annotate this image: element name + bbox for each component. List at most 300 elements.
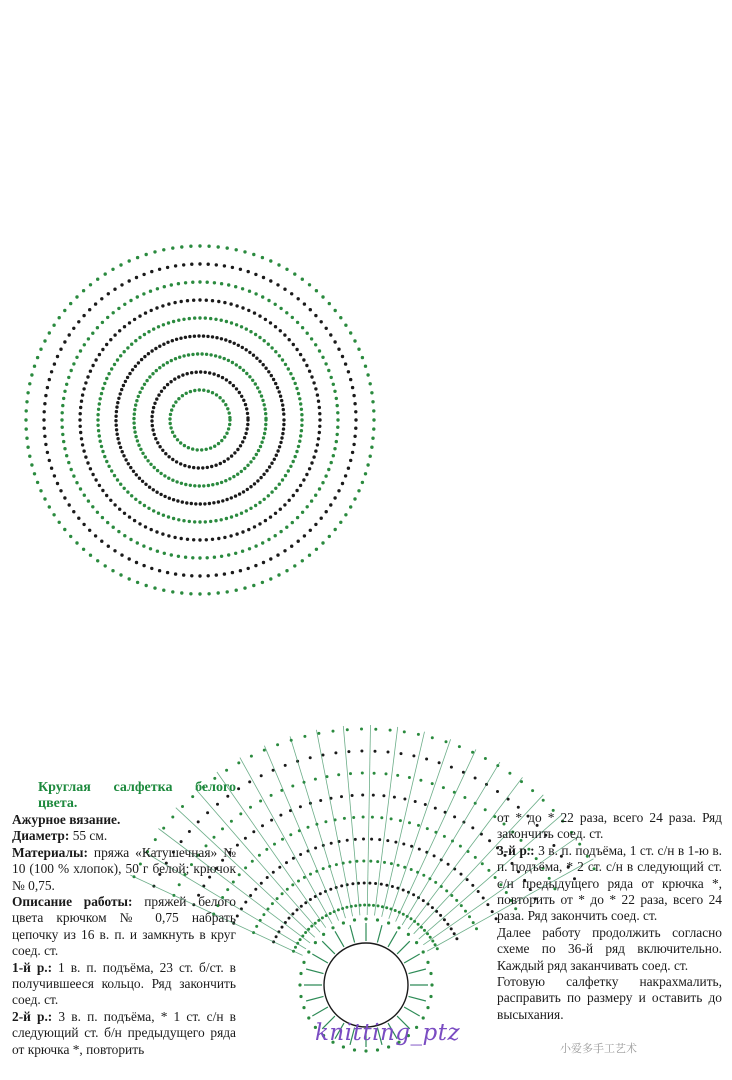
chain-dot <box>302 1006 305 1009</box>
chain-dot <box>173 536 176 539</box>
chain-dot <box>211 335 214 338</box>
chain-dot <box>443 835 446 838</box>
chain-dot <box>113 288 116 291</box>
chain-dot <box>246 412 249 415</box>
chain-dot <box>310 375 313 378</box>
chain-dot <box>354 904 357 907</box>
chain-dot <box>101 489 104 492</box>
chain-dot <box>84 381 87 384</box>
chain-dot <box>349 861 352 864</box>
chain-dot <box>96 511 99 514</box>
chain-dot <box>59 489 62 492</box>
chain-dot <box>134 339 137 342</box>
chain-dot <box>220 319 223 322</box>
chain-dot <box>245 407 248 410</box>
chain-dot <box>89 283 92 286</box>
chain-dot <box>422 874 425 877</box>
chain-dot <box>269 321 272 324</box>
chain-dot <box>166 571 169 574</box>
row1-value: 1 в. п. подъёма, 23 ст. б/ст. в получившееся кольцо. Ряд закончить соед. ст. <box>12 959 236 1008</box>
chain-dot <box>329 912 332 915</box>
chain-dot <box>378 838 381 841</box>
chain-dot <box>322 754 325 757</box>
chain-dot <box>339 521 342 524</box>
chain-dot <box>119 263 122 266</box>
chain-dot <box>243 436 246 439</box>
chain-dot <box>119 392 122 395</box>
chain-dot <box>81 393 84 396</box>
chain-dot <box>224 403 227 406</box>
chain-dot <box>140 358 143 361</box>
chain-dot <box>290 545 293 548</box>
chain-dot <box>346 728 349 731</box>
chain-dot <box>151 410 154 413</box>
chain-dot <box>79 431 82 434</box>
chain-dot <box>169 426 172 429</box>
chain-dot <box>135 473 138 476</box>
chain-dot <box>482 897 485 900</box>
row-stitch <box>312 1007 328 1016</box>
chain-dot <box>270 374 273 377</box>
chain-dot <box>262 436 265 439</box>
chain-dot <box>309 756 312 759</box>
chain-dot <box>158 569 161 572</box>
chain-dot <box>241 306 244 309</box>
chain-dot <box>429 936 432 939</box>
chain-dot <box>354 838 357 841</box>
chain-dot <box>397 864 400 867</box>
chain-dot <box>235 514 238 517</box>
chain-dot <box>178 356 181 359</box>
chain-dot <box>163 552 166 555</box>
chain-dot <box>377 904 380 907</box>
chain-dot <box>171 339 174 342</box>
chain-dot <box>44 394 47 397</box>
chain-dot <box>352 394 355 397</box>
chain-dot <box>394 841 397 844</box>
chain-dot <box>182 573 185 576</box>
chain-dot <box>251 379 254 382</box>
chain-dot <box>25 437 28 440</box>
chain-dot <box>487 869 490 872</box>
chain-dot <box>117 530 120 533</box>
chain-dot <box>228 477 231 480</box>
chain-dot <box>353 1048 356 1051</box>
chain-dot <box>308 370 311 373</box>
chain-dot <box>284 764 287 767</box>
chain-dot <box>166 266 169 269</box>
chain-dot <box>223 357 226 360</box>
chain-dot <box>123 303 126 306</box>
chain-dot <box>296 908 299 911</box>
chain-dot <box>123 350 126 353</box>
chain-dot <box>233 451 236 454</box>
chain-dot <box>138 391 141 394</box>
chain-dot <box>221 376 224 379</box>
chain-dot <box>464 910 467 913</box>
chain-dot <box>152 509 155 512</box>
chain-dot <box>320 320 323 323</box>
row-stitch <box>316 730 352 917</box>
chain-dot <box>169 422 172 425</box>
chain-dot <box>357 348 360 351</box>
chain-dot <box>58 316 61 319</box>
chain-dot <box>252 830 255 833</box>
chain-dot <box>143 355 146 358</box>
chain-dot <box>87 337 90 340</box>
chain-dot <box>142 544 145 547</box>
chain-dot <box>531 789 534 792</box>
chain-dot <box>422 899 425 902</box>
chain-dot <box>204 371 207 374</box>
chain-dot <box>120 283 123 286</box>
chain-dot <box>173 435 176 438</box>
chain-dot <box>223 572 226 575</box>
chain-dot <box>180 245 183 248</box>
chain-dot <box>190 263 193 266</box>
chain-dot <box>82 314 85 317</box>
chain-dot <box>209 317 212 320</box>
chain-dot <box>302 478 305 481</box>
chain-dot <box>185 501 188 504</box>
chain-dot <box>260 394 263 397</box>
chain-dot <box>276 897 279 900</box>
chain-dot <box>471 826 474 829</box>
chain-dot <box>107 292 110 295</box>
chain-dot <box>172 404 175 407</box>
chain-dot <box>361 794 364 797</box>
chain-dot <box>310 461 313 464</box>
chain-dot <box>307 826 310 829</box>
chain-dot <box>258 390 261 393</box>
chain-dot <box>408 776 411 779</box>
chain-dot <box>202 334 205 337</box>
chain-dot <box>289 465 292 468</box>
chain-dot <box>192 299 195 302</box>
chain-dot <box>351 882 354 885</box>
chain-dot <box>330 376 333 379</box>
chain-dot <box>314 343 317 346</box>
chain-dot <box>156 441 159 444</box>
chain-dot <box>82 523 85 526</box>
chain-dot <box>276 283 279 286</box>
chain-dot <box>254 564 257 567</box>
chain-dot <box>182 354 185 357</box>
chain-dot <box>187 353 190 356</box>
chain-dot <box>207 390 210 393</box>
chain-dot <box>79 487 82 490</box>
chain-dot <box>193 520 196 523</box>
chain-dot <box>100 540 103 543</box>
chain-dot <box>172 498 175 501</box>
chain-dot <box>298 440 301 443</box>
chain-dot <box>128 557 131 560</box>
chain-dot <box>215 263 218 266</box>
chain-dot <box>240 512 243 515</box>
chain-dot <box>156 550 159 553</box>
chain-dot <box>455 899 458 902</box>
chain-dot <box>274 325 277 328</box>
chain-dot <box>220 439 223 442</box>
chain-dot <box>290 292 293 295</box>
chain-dot <box>292 494 295 497</box>
chain-dot <box>134 498 137 501</box>
chain-dot <box>308 554 311 557</box>
chain-dot <box>173 377 176 380</box>
chain-dot <box>223 301 226 304</box>
chain-dot <box>136 295 139 298</box>
row-stitch <box>335 931 344 947</box>
chain-dot <box>175 460 178 463</box>
chain-dot <box>84 455 87 458</box>
chain-dot <box>155 397 158 400</box>
chain-dot <box>70 468 73 471</box>
chain-dot <box>215 336 218 339</box>
chain-dot <box>198 574 201 577</box>
chain-dot <box>372 904 375 907</box>
chain-dot <box>211 483 214 486</box>
chain-dot <box>291 521 294 524</box>
chain-dot <box>371 400 374 403</box>
chain-dot <box>263 403 266 406</box>
chain-dot <box>155 530 158 533</box>
chain-dot <box>261 824 264 827</box>
chain-dot <box>308 283 311 286</box>
chain-dot <box>96 424 99 427</box>
chain-dot <box>128 279 131 282</box>
chain-dot <box>177 375 180 378</box>
chain-dot <box>48 505 51 508</box>
chain-dot <box>147 330 150 333</box>
chain-dot <box>121 450 124 453</box>
chain-dot <box>297 445 300 448</box>
chain-dot <box>232 384 235 387</box>
chain-dot <box>82 548 85 551</box>
chain-dot <box>53 474 56 477</box>
chain-dot <box>212 372 215 375</box>
chain-dot <box>328 302 331 305</box>
chain-dot <box>183 464 186 467</box>
chain-dot <box>161 304 164 307</box>
chain-dot <box>369 382 372 385</box>
chain-dot <box>122 384 125 387</box>
chain-dot <box>264 318 267 321</box>
chain-dot <box>252 584 255 587</box>
chain-dot <box>128 515 131 518</box>
chain-dot <box>372 427 375 430</box>
chain-dot <box>458 745 461 748</box>
chain-dot <box>314 387 317 390</box>
row-stitch <box>240 758 332 924</box>
chain-dot <box>334 751 337 754</box>
chain-dot <box>317 437 320 440</box>
chain-dot <box>390 862 393 865</box>
chain-dot <box>208 502 211 505</box>
chain-dot <box>215 393 218 396</box>
chain-dot <box>75 356 78 359</box>
chain-dot <box>257 449 260 452</box>
chain-dot <box>460 873 463 876</box>
chain-dot <box>234 494 237 497</box>
chain-dot <box>101 387 104 390</box>
chain-dot <box>152 406 155 409</box>
chain-dot <box>238 391 241 394</box>
chain-dot <box>254 382 257 385</box>
chain-dot <box>261 399 264 402</box>
chain-dot <box>227 283 230 286</box>
chain-dot <box>363 882 366 885</box>
chain-dot <box>316 443 319 446</box>
chain-dot <box>120 388 123 391</box>
chain-dot <box>278 866 281 869</box>
chain-dot <box>160 390 163 393</box>
chain-dot <box>63 309 66 312</box>
chain-dot <box>318 418 321 421</box>
chain-dot <box>162 514 165 517</box>
chain-dot <box>89 467 92 470</box>
chain-dot <box>50 370 53 373</box>
chain-dot <box>86 375 89 378</box>
chain-dot <box>241 530 244 533</box>
chain-dot <box>75 541 78 544</box>
chain-dot <box>181 394 184 397</box>
chain-dot <box>261 256 264 259</box>
chain-dot <box>39 489 42 492</box>
chain-dot <box>255 357 258 360</box>
chain-dot <box>235 304 238 307</box>
chain-dot <box>471 884 474 887</box>
chain-dot <box>331 926 334 929</box>
chain-dot <box>196 448 199 451</box>
chain-dot <box>143 383 146 386</box>
chain-dot <box>113 503 116 506</box>
chain-dot <box>288 338 291 341</box>
chain-dot <box>213 445 216 448</box>
chain-dot <box>344 362 347 365</box>
chain-dot <box>206 556 209 559</box>
chain-dot <box>230 515 233 518</box>
chain-dot <box>171 431 174 434</box>
chain-dot <box>389 729 392 732</box>
chain-dot <box>278 445 281 448</box>
chain-dot <box>364 365 367 368</box>
chain-dot <box>293 564 296 567</box>
chain-dot <box>104 272 107 275</box>
chain-dot <box>321 295 324 298</box>
chain-dot <box>417 733 420 736</box>
chain-dot <box>300 905 303 908</box>
chain-dot <box>417 824 420 827</box>
chain-dot <box>86 461 89 464</box>
chain-dot <box>466 878 469 881</box>
chain-dot <box>202 389 205 392</box>
chain-dot <box>130 494 133 497</box>
chain-dot <box>48 459 51 462</box>
chain-dot <box>438 761 441 764</box>
chain-dot <box>434 881 437 884</box>
chain-dot <box>119 573 122 576</box>
chain-dot <box>98 402 101 405</box>
chain-dot <box>362 838 365 841</box>
chain-dot <box>298 983 301 986</box>
chain-dot <box>270 819 273 822</box>
chain-dot <box>279 814 282 817</box>
chain-dot <box>425 758 428 761</box>
chain-dot <box>83 343 86 346</box>
chain-dot <box>151 424 154 427</box>
chain-dot <box>142 292 145 295</box>
chain-dot <box>299 853 302 856</box>
chain-dot <box>79 406 82 409</box>
chain-dot <box>98 353 101 356</box>
chain-dot <box>237 344 240 347</box>
row-stitch <box>397 941 410 954</box>
chain-dot <box>243 586 246 589</box>
chain-dot <box>168 417 171 420</box>
chain-dot <box>305 364 308 367</box>
chain-dot <box>253 525 256 528</box>
chain-dot <box>347 370 350 373</box>
chain-dot <box>397 926 400 929</box>
chain-dot <box>488 839 491 842</box>
chain-dot <box>112 311 115 314</box>
chain-dot <box>43 427 46 430</box>
chain-dot <box>144 525 147 528</box>
chain-dot <box>70 369 73 372</box>
chain-dot <box>314 847 317 850</box>
chain-dot <box>105 460 108 463</box>
chain-dot <box>132 421 135 424</box>
chain-dot <box>101 516 104 519</box>
chain-dot <box>380 816 383 819</box>
chain-dot <box>241 346 244 349</box>
chain-dot <box>115 405 118 408</box>
row-stitch <box>264 746 338 921</box>
row-stitch <box>290 736 346 918</box>
chain-dot <box>262 561 265 564</box>
chain-dot <box>263 408 266 411</box>
chain-dot <box>281 403 284 406</box>
chain-dot <box>205 353 208 356</box>
chain-dot <box>341 482 344 485</box>
chain-dot <box>72 362 75 365</box>
chain-dot <box>101 321 104 324</box>
chain-dot <box>394 909 397 912</box>
chain-dot <box>318 425 321 428</box>
chain-dot <box>216 482 219 485</box>
chain-dot <box>42 418 45 421</box>
chain-dot <box>282 427 285 430</box>
chain-dot <box>80 400 83 403</box>
chain-dot <box>116 478 119 481</box>
chain-dot <box>414 800 417 803</box>
chain-dot <box>157 325 160 328</box>
chain-dot <box>188 465 191 468</box>
chain-dot <box>442 786 445 789</box>
chain-dot <box>275 935 278 938</box>
chain-dot <box>116 437 119 440</box>
chain-dot <box>327 369 330 372</box>
chain-dot <box>236 448 239 451</box>
chain-dot <box>309 873 312 876</box>
chain-dot <box>226 590 229 593</box>
chain-dot <box>143 504 146 507</box>
chain-dot <box>136 256 139 259</box>
chain-dot <box>354 427 357 430</box>
chain-dot <box>98 484 101 487</box>
chain-dot <box>371 437 374 440</box>
chain-dot <box>98 434 101 437</box>
